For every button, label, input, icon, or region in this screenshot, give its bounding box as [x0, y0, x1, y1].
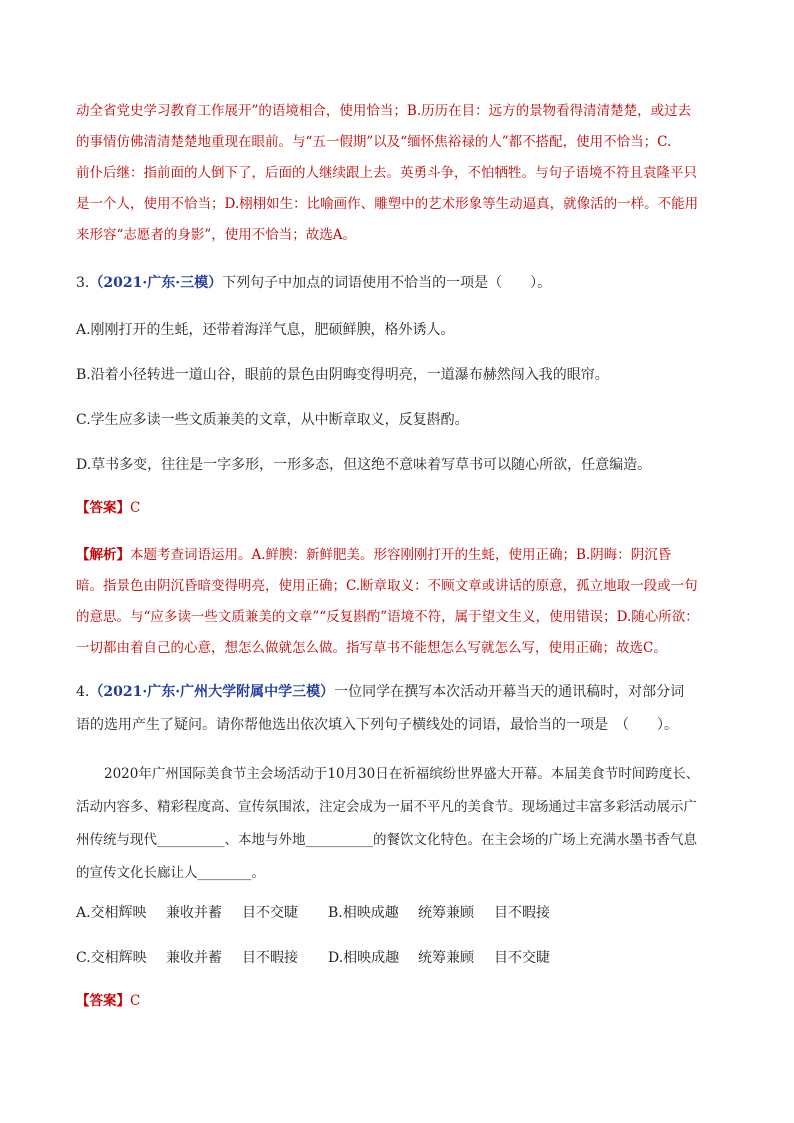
analysis-line: 的意思。与“应多读一些文质兼美的文章”“反复斟酌”语境不符，属于望文生义，使用错误；D.随心所欲：: [76, 609, 699, 625]
passage-line: 活动内容多、精彩程度高、宣传氛围浓，注定会成为一届不平凡的美食节。现场通过丰富多彩活动展示广: [76, 799, 697, 815]
analysis-line: 动全省党史学习教育工作展开”的语境相合，使用恰当；B.历历在目：远方的景物看得清清楚楚，或过去: [76, 103, 692, 119]
question-text: 下列句子中加点的词语使用不恰当的一项是（ ）。: [222, 275, 552, 291]
option-b-word2: 统筹兼顾: [418, 905, 474, 921]
question-3-analysis: [76, 540, 722, 664]
question-source: （2021·广东·广州大学附属中学三模）: [89, 684, 335, 700]
option-d-word1: D.相映成趣: [328, 950, 400, 966]
option-b: B.沿着小径转进一道山谷，眼前的景色由阴晦变得明亮，一道瀑布赫然闯入我的眼帘。: [76, 367, 609, 383]
analysis-line: 暗。指景色由阴沉昏暗变得明亮，使用正确；C.断章取义：不顾文章或讲话的原意，孤立地取一段或一句: [76, 578, 698, 594]
option-row-cd: [76, 942, 722, 975]
option-c-word3: 目不暇接: [242, 950, 298, 966]
option-b-word3: 目不暇接: [494, 905, 550, 921]
passage-line: 的宣传文化长廊让人________。: [76, 865, 265, 881]
analysis-line: 的事情仿佛清清楚楚地重现在眼前。与“五一假期”以及“缅怀焦裕禄的人”都不搭配，使用不恰当；C.: [76, 134, 672, 150]
question-3-options: [76, 314, 722, 494]
question-4-answer: [76, 985, 722, 1018]
option-a-word3: 目不交睫: [242, 905, 298, 921]
question-4-options: [76, 897, 722, 975]
analysis-line: 本题考查词语运用。A.鲜腴：新鲜肥美。形容刚刚打开的生蚝，使用正确；B.阴晦：阴沉昏: [130, 547, 672, 563]
question-text: 一位同学在撰写本次活动开幕当天的通讯稿时，对部分词: [334, 684, 685, 700]
previous-analysis: [76, 96, 722, 251]
analysis-line: 前仆后继：指前面的人倒下了，后面的人继续跟上去。英勇斗争，不怕牺牲。与句子语境不符且袁隆平只: [76, 165, 697, 181]
option-b-word1: B.相映成趣: [328, 905, 399, 921]
analysis-line: 来形容“志愿者的身影”，使用不恰当；故选A。: [76, 227, 357, 243]
option-a-word1: A.交相辉映: [76, 905, 147, 921]
option-a-word2: 兼收并蓄: [166, 905, 222, 921]
answer-label: 【答案】: [76, 500, 130, 516]
option-c-word1: C.交相辉映: [76, 950, 147, 966]
option-c: C.学生应多读一些文质兼美的文章，从中断章取义，反复斟酌。: [76, 412, 469, 428]
analysis-line: 一切都由着自己的心意，想怎么做就怎么做。指写草书不能想怎么写就怎么写，使用正确；故选C。: [76, 640, 667, 656]
question-text: 语的选用产生了疑问。请你帮他选出依次填入下列句子横线处的词语，最恰当的一项是 （ ）。: [76, 717, 678, 733]
passage-line: 州传统与现代__________、本地与外地__________的餐饮文化特色。在主会场的广场上充满水墨书香气息: [76, 832, 697, 848]
question-3-answer: [76, 492, 722, 525]
option-a: A.刚刚打开的生蚝，还带着海洋气息，肥硕鲜腴，格外诱人。: [76, 322, 455, 338]
question-3: [76, 267, 722, 300]
analysis-line: 是一个人，使用不恰当；D.栩栩如生：比喻画作、雕塑中的艺术形象等生动逼真，就像活的一样。不能用: [76, 196, 699, 212]
passage-line: 2020年广州国际美食节主会场活动于10月30日在祈福缤纷世界盛大开幕。本届美食节时间跨度长、: [104, 766, 700, 782]
question-3-stem: [76, 267, 722, 300]
option-d: D.草书多变，往往是一字多形，一形多态，但这绝不意味着写草书可以随心所欲，任意编造。: [76, 457, 652, 473]
question-number: 3.: [76, 275, 90, 291]
analysis-label: 【解析】: [76, 547, 130, 563]
question-number: 4.: [76, 684, 90, 700]
option-row-ab: [76, 897, 722, 942]
answer-value: C: [130, 500, 141, 516]
answer-label: 【答案】: [76, 993, 130, 1009]
question-source: （2021·广东·三模）: [89, 275, 223, 291]
option-d-word3: 目不交睫: [494, 950, 550, 966]
question-4: [76, 676, 722, 742]
question-4-passage: [76, 758, 722, 890]
option-d-word2: 统筹兼顾: [418, 950, 474, 966]
option-c-word2: 兼收并蓄: [166, 950, 222, 966]
answer-value: C: [130, 993, 141, 1009]
